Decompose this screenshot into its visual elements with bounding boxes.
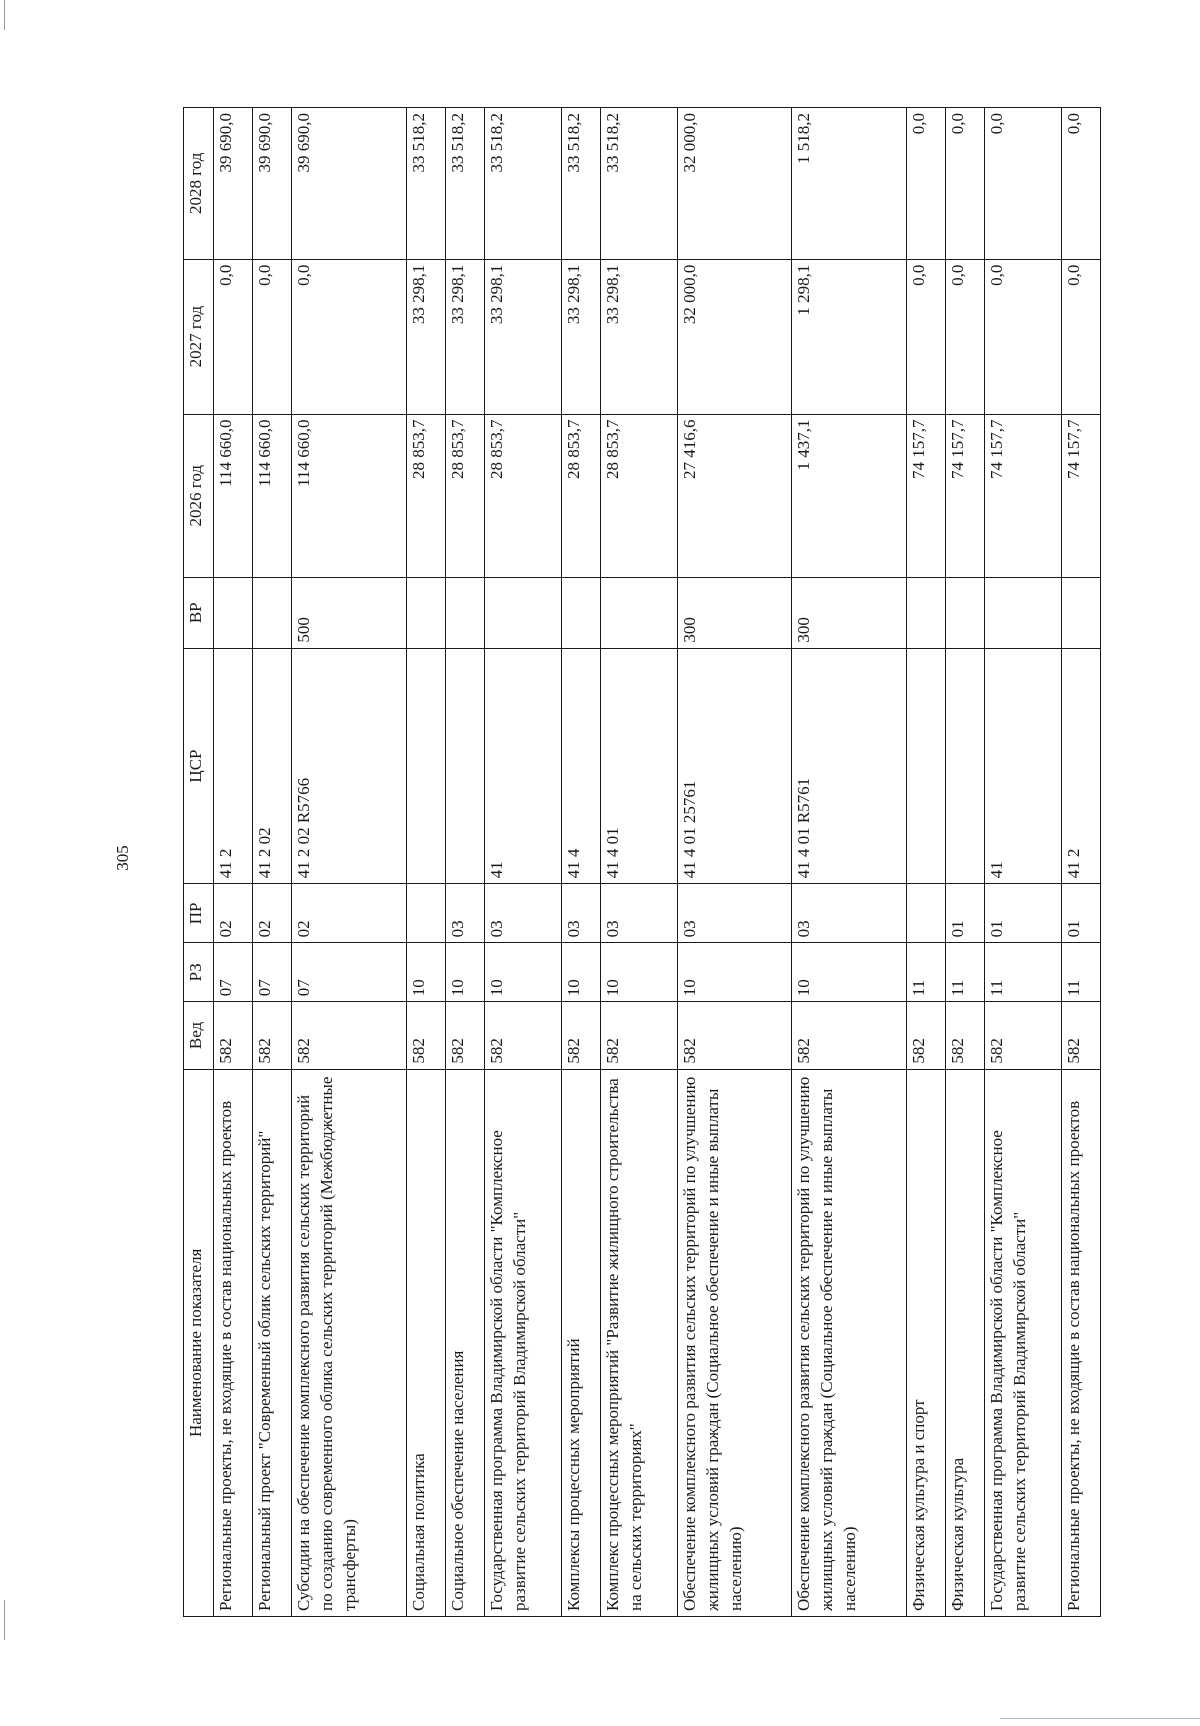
- cell-vr: [945, 577, 984, 648]
- cell-vr: [253, 577, 292, 648]
- cell-y2027: 0,0: [906, 259, 945, 414]
- cell-pr: 03: [485, 884, 562, 943]
- cell-csr: [445, 648, 484, 884]
- cell-name: Комплекс процессных мероприятий "Развитие жилищного строительства на сельских территориях": [601, 1069, 678, 1616]
- cell-y2026: 1 437,1: [792, 414, 906, 577]
- cell-y2026: 74 157,7: [945, 414, 984, 577]
- table-row: [445, 108, 484, 1617]
- table-row: [984, 108, 1061, 1617]
- header-2026: 2026 год: [184, 414, 214, 577]
- cell-y2026: 28 853,7: [601, 414, 678, 577]
- cell-vr: 300: [677, 577, 791, 648]
- cell-csr: 41: [485, 648, 562, 884]
- cell-csr: 41 4 01 R5761: [792, 648, 906, 884]
- cell-pr: 03: [561, 884, 600, 943]
- cell-csr: 41 4: [561, 648, 600, 884]
- cell-y2028: 1 518,2: [792, 108, 906, 260]
- cell-name: Физическая культура: [945, 1069, 984, 1616]
- cell-rz: 10: [406, 943, 445, 1002]
- cell-rz: 10: [485, 943, 562, 1002]
- cell-name: Обеспечение комплексного развития сельских территорий по улучшению жилищных условий граждан (Социальное обеспечение и иные выплаты населению): [792, 1069, 906, 1616]
- cell-rz: 11: [945, 943, 984, 1002]
- table-row: [1061, 108, 1100, 1617]
- cell-y2027: 32 000,0: [677, 259, 791, 414]
- table-row: [561, 108, 600, 1617]
- rotated-table-container: [183, 107, 1101, 1617]
- cell-vr: [601, 577, 678, 648]
- cell-vr: [984, 577, 1061, 648]
- cell-ved: 582: [601, 1002, 678, 1069]
- cell-y2027: 33 298,1: [485, 259, 562, 414]
- cell-rz: 11: [1061, 943, 1100, 1002]
- header-ved: Вед: [184, 1002, 214, 1069]
- cell-vr: 300: [792, 577, 906, 648]
- cell-y2028: 0,0: [945, 108, 984, 260]
- cell-rz: 10: [445, 943, 484, 1002]
- cell-name: Социальное обеспечение населения: [445, 1069, 484, 1616]
- cell-vr: [1061, 577, 1100, 648]
- cell-name: Субсидии на обеспечение комплексного развития сельских территорий по созданию современного облика сельских территорий (Межбюджетные трансферты): [292, 1069, 406, 1616]
- table-row: [677, 108, 791, 1617]
- cell-ved: 582: [677, 1002, 791, 1069]
- header-vr: ВР: [184, 577, 214, 648]
- cell-csr: 41 2: [1061, 648, 1100, 884]
- cell-pr: 03: [445, 884, 484, 943]
- cell-y2028: 0,0: [1061, 108, 1100, 260]
- cell-y2028: 33 518,2: [601, 108, 678, 260]
- cell-rz: 10: [792, 943, 906, 1002]
- cell-name: Региональные проекты, не входящие в состав национальных проектов: [1061, 1069, 1100, 1616]
- cell-csr: 41 2 02: [253, 648, 292, 884]
- cell-y2028: 0,0: [984, 108, 1061, 260]
- cell-csr: 41 4 01: [601, 648, 678, 884]
- table-row: [906, 108, 945, 1617]
- budget-table: [183, 107, 1101, 1617]
- cell-name: Государственная программа Владимирской области "Комплексное развитие сельских территорий Владимирской области": [485, 1069, 562, 1616]
- scan-edge-mark: [1000, 1718, 1200, 1719]
- cell-y2027: 33 298,1: [406, 259, 445, 414]
- cell-name: Социальная политика: [406, 1069, 445, 1616]
- cell-name: Комплексы процессных мероприятий: [561, 1069, 600, 1616]
- cell-rz: 11: [906, 943, 945, 1002]
- cell-rz: 10: [601, 943, 678, 1002]
- cell-ved: 582: [292, 1002, 406, 1069]
- cell-csr: 41 2 02 R5766: [292, 648, 406, 884]
- cell-y2026: 28 853,7: [445, 414, 484, 577]
- cell-name: Региональный проект "Современный облик сельских территорий": [253, 1069, 292, 1616]
- cell-y2027: 1 298,1: [792, 259, 906, 414]
- cell-y2026: 74 157,7: [984, 414, 1061, 577]
- cell-name: Обеспечение комплексного развития сельских территорий по улучшению жилищных условий граждан (Социальное обеспечение и иные выплаты населению): [677, 1069, 791, 1616]
- header-csr: ЦСР: [184, 648, 214, 884]
- cell-name: Физическая культура и спорт: [906, 1069, 945, 1616]
- cell-pr: 03: [792, 884, 906, 943]
- cell-y2026: 74 157,7: [1061, 414, 1100, 577]
- cell-vr: [445, 577, 484, 648]
- cell-pr: [906, 884, 945, 943]
- table-row: [792, 108, 906, 1617]
- cell-csr: [945, 648, 984, 884]
- cell-ved: 582: [984, 1002, 1061, 1069]
- cell-y2026: 114 660,0: [214, 414, 253, 577]
- cell-y2027: 0,0: [984, 259, 1061, 414]
- cell-ved: 582: [792, 1002, 906, 1069]
- cell-name: Региональные проекты, не входящие в состав национальных проектов: [214, 1069, 253, 1616]
- header-2028: 2028 год: [184, 108, 214, 260]
- header-pr: ПР: [184, 884, 214, 943]
- cell-pr: 01: [1061, 884, 1100, 943]
- table-row: [406, 108, 445, 1617]
- cell-rz: 10: [561, 943, 600, 1002]
- cell-ved: 582: [253, 1002, 292, 1069]
- table-row: [292, 108, 406, 1617]
- cell-y2028: 33 518,2: [561, 108, 600, 260]
- cell-y2027: 33 298,1: [601, 259, 678, 414]
- table-row: [214, 108, 253, 1617]
- cell-rz: 11: [984, 943, 1061, 1002]
- cell-y2028: 32 000,0: [677, 108, 791, 260]
- cell-y2027: 0,0: [253, 259, 292, 414]
- cell-vr: [485, 577, 562, 648]
- table-row: [253, 108, 292, 1617]
- cell-y2026: 114 660,0: [253, 414, 292, 577]
- cell-ved: 582: [561, 1002, 600, 1069]
- cell-y2028: 39 690,0: [214, 108, 253, 260]
- cell-rz: 07: [253, 943, 292, 1002]
- cell-csr: [906, 648, 945, 884]
- cell-csr: 41 4 01 25761: [677, 648, 791, 884]
- cell-rz: 10: [677, 943, 791, 1002]
- table-row: [485, 108, 562, 1617]
- cell-y2028: 39 690,0: [292, 108, 406, 260]
- cell-rz: 07: [214, 943, 253, 1002]
- cell-y2027: 0,0: [292, 259, 406, 414]
- cell-y2027: 0,0: [1061, 259, 1100, 414]
- cell-ved: 582: [445, 1002, 484, 1069]
- cell-name: Государственная программа Владимирской области "Комплексное развитие сельских территорий Владимирской области": [984, 1069, 1061, 1616]
- cell-vr: [561, 577, 600, 648]
- cell-pr: 01: [984, 884, 1061, 943]
- cell-pr: 02: [214, 884, 253, 943]
- table-header-row: [184, 108, 214, 1617]
- cell-pr: 01: [945, 884, 984, 943]
- table-row: [601, 108, 678, 1617]
- cell-rz: 07: [292, 943, 406, 1002]
- cell-ved: 582: [485, 1002, 562, 1069]
- header-2027: 2027 год: [184, 259, 214, 414]
- page-number: 305: [113, 845, 132, 871]
- table-row: [945, 108, 984, 1617]
- cell-pr: 02: [253, 884, 292, 943]
- cell-pr: 03: [601, 884, 678, 943]
- cell-y2028: 33 518,2: [445, 108, 484, 260]
- cell-pr: [406, 884, 445, 943]
- cell-pr: 02: [292, 884, 406, 943]
- cell-vr: [906, 577, 945, 648]
- cell-pr: 03: [677, 884, 791, 943]
- cell-y2027: 0,0: [945, 259, 984, 414]
- cell-csr: 41: [984, 648, 1061, 884]
- cell-y2026: 74 157,7: [906, 414, 945, 577]
- cell-ved: 582: [1061, 1002, 1100, 1069]
- cell-y2026: 28 853,7: [561, 414, 600, 577]
- cell-y2026: 28 853,7: [406, 414, 445, 577]
- cell-y2028: 33 518,2: [406, 108, 445, 260]
- cell-y2028: 33 518,2: [485, 108, 562, 260]
- header-rz: РЗ: [184, 943, 214, 1002]
- cell-y2027: 0,0: [214, 259, 253, 414]
- cell-y2027: 33 298,1: [445, 259, 484, 414]
- cell-ved: 582: [945, 1002, 984, 1069]
- header-name: Наименование показателя: [184, 1069, 214, 1616]
- cell-vr: 500: [292, 577, 406, 648]
- cell-y2026: 28 853,7: [485, 414, 562, 577]
- cell-ved: 582: [406, 1002, 445, 1069]
- cell-y2028: 39 690,0: [253, 108, 292, 260]
- scan-edge-mark: [4, 0, 5, 30]
- cell-y2027: 33 298,1: [561, 259, 600, 414]
- cell-vr: [214, 577, 253, 648]
- cell-ved: 582: [906, 1002, 945, 1069]
- cell-ved: 582: [214, 1002, 253, 1069]
- cell-csr: 41 2: [214, 648, 253, 884]
- cell-y2028: 0,0: [906, 108, 945, 260]
- cell-vr: [406, 577, 445, 648]
- cell-y2026: 114 660,0: [292, 414, 406, 577]
- cell-csr: [406, 648, 445, 884]
- cell-y2026: 27 416,6: [677, 414, 791, 577]
- scan-edge-mark: [4, 1600, 5, 1640]
